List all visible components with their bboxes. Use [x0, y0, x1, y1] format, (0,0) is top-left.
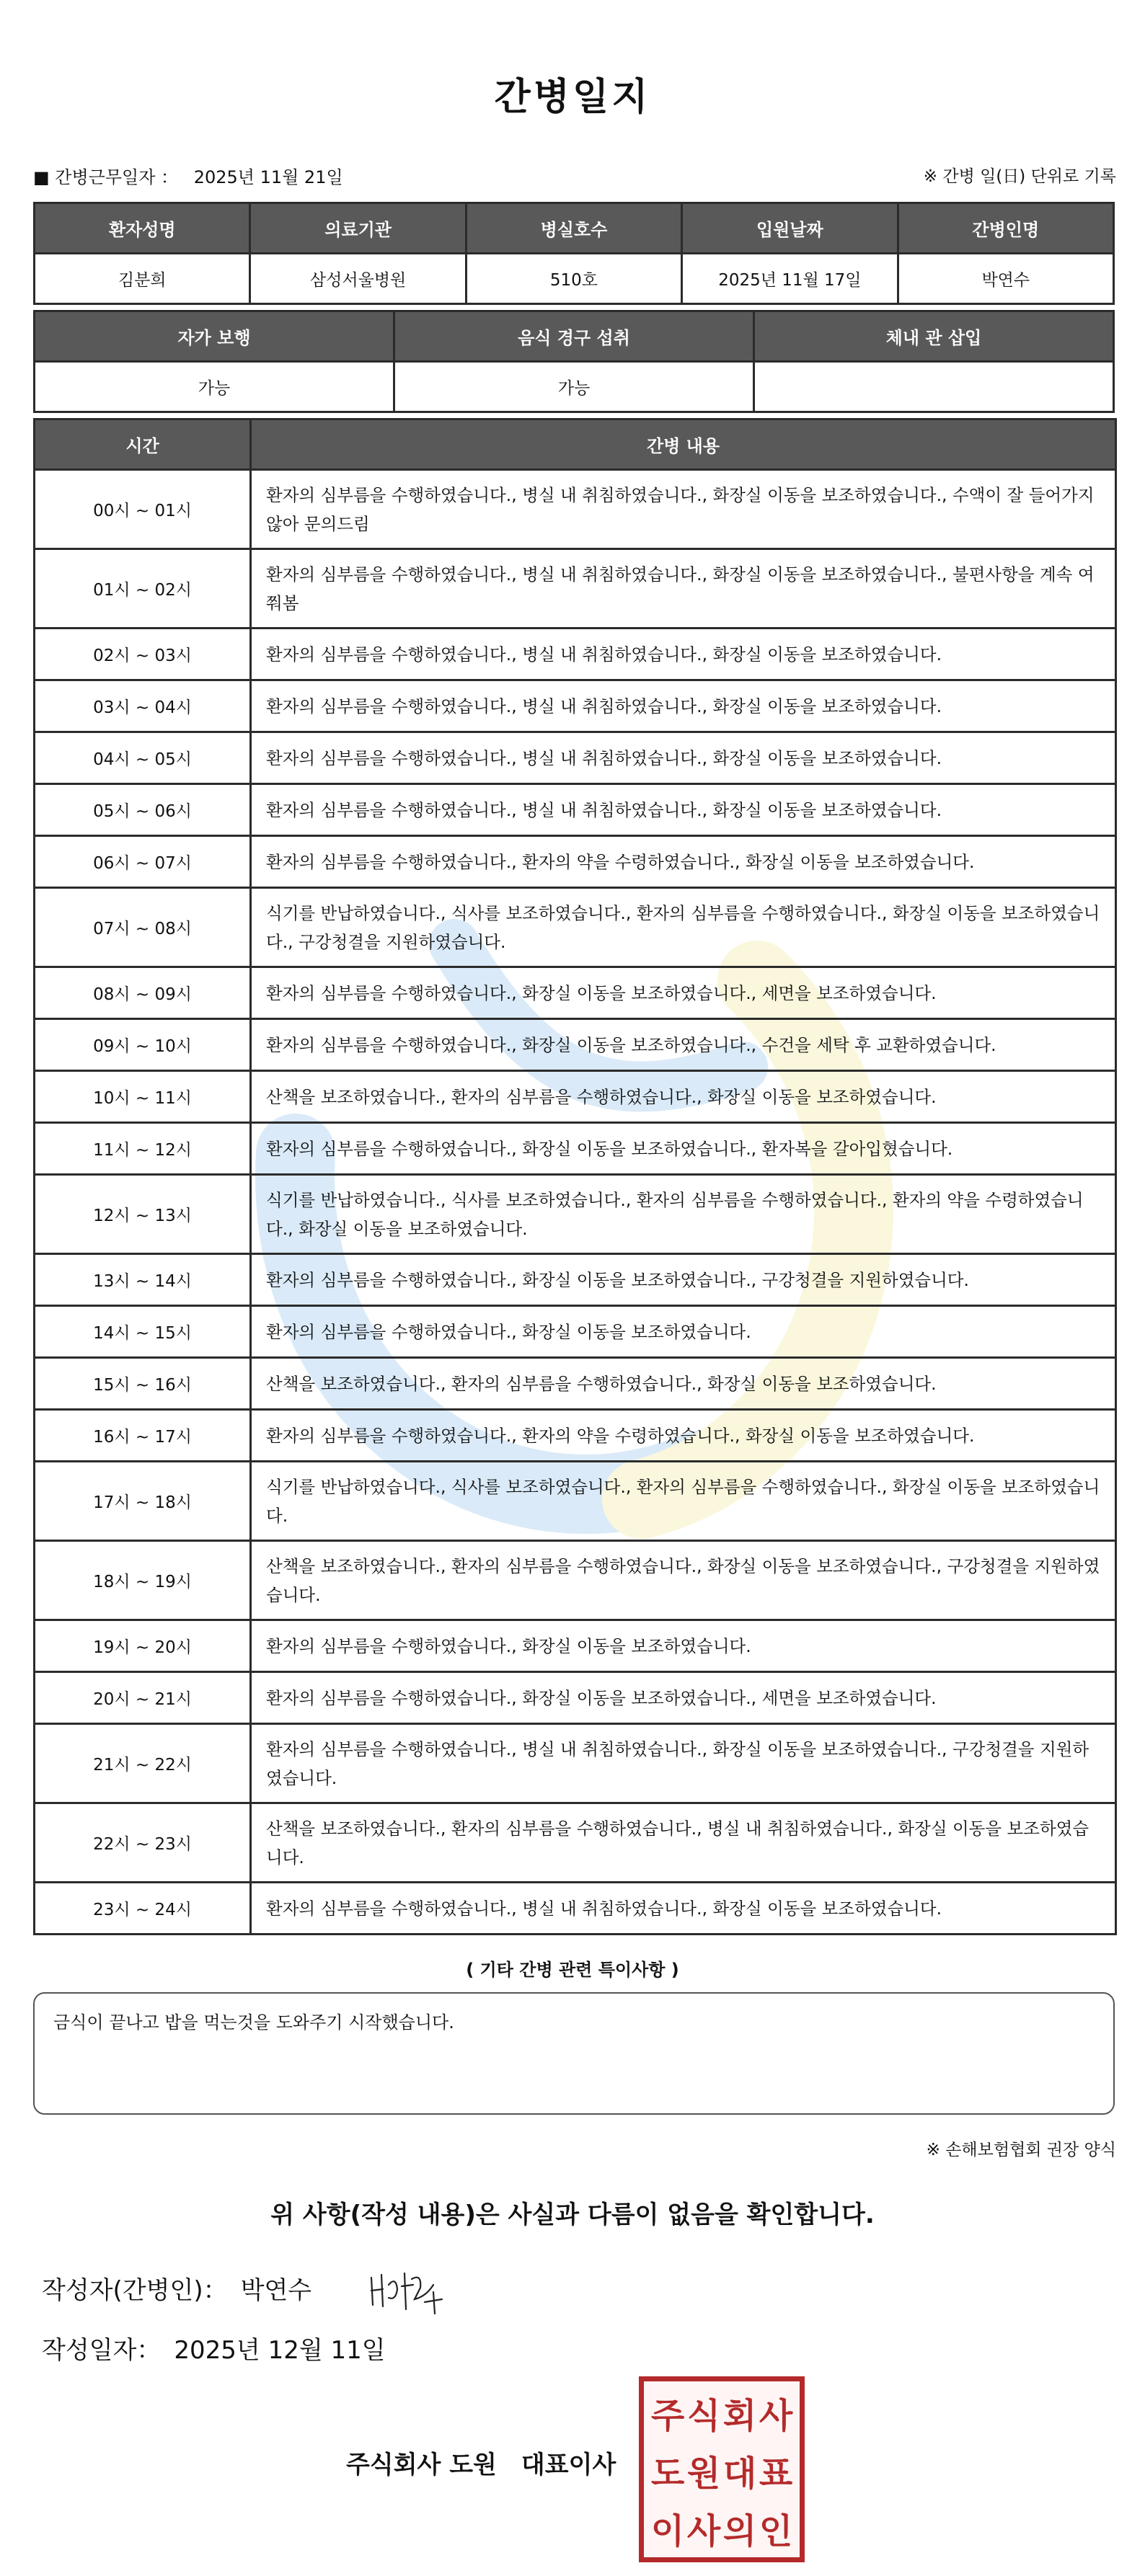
care-log-row [35, 1803, 1116, 1883]
writer-name: 박연수 [240, 2276, 312, 2305]
care-log-body [35, 470, 1116, 1935]
care-log-row [35, 836, 1116, 888]
admission-date: 2025년 11월 17일 [682, 254, 898, 304]
care-log-row [35, 470, 1116, 549]
header-time: 시간 [35, 419, 251, 470]
log-time: 17시 ~ 18시 [35, 1462, 251, 1541]
handwritten-signature [364, 2263, 451, 2321]
work-date-label: ■ 간병근무일자 ： [33, 167, 179, 187]
log-time: 10시 ~ 11시 [35, 1071, 251, 1123]
write-date: 2025년 12월 11일 [174, 2336, 386, 2365]
confirmation-statement: 위 사항(작성 내용)은 사실과 다름이 없음을 확인합니다. [270, 2200, 875, 2229]
header-walking: 자가 보행 [35, 311, 394, 362]
care-log-row [35, 1672, 1116, 1724]
company-name: 주식회사 도원 [346, 2451, 497, 2479]
log-content: 환자의 심부름을 수행하였습니다., 병실 내 취침하였습니다., 화장실 이동을 보조하였습니다. [251, 680, 1116, 732]
care-log-row [35, 1541, 1116, 1620]
caregiver-name: 박연수 [898, 254, 1113, 304]
care-log-row [35, 1123, 1116, 1175]
log-content: 환자의 심부름을 수행하였습니다., 병실 내 취침하였습니다., 화장실 이동을 보조하였습니다. [251, 1883, 1116, 1935]
log-content: 환자의 심부름을 수행하였습니다., 화장실 이동을 보조하였습니다., 세면을 보조하였습니다. [251, 1672, 1116, 1724]
header-admission-date: 입원날짜 [682, 203, 898, 254]
seal-character: 의 [722, 2511, 757, 2551]
log-time: 19시 ~ 20시 [35, 1620, 251, 1672]
log-time: 03시 ~ 04시 [35, 680, 251, 732]
tube-status [754, 362, 1114, 412]
header-hospital: 의료기관 [250, 203, 466, 254]
seal-character: 원 [686, 2453, 721, 2494]
log-content: 산책을 보조하였습니다., 환자의 심부름을 수행하였습니다., 화장실 이동을 보조하였습니다., 구강청결을 지원하였습니다. [251, 1541, 1116, 1620]
log-content: 환자의 심부름을 수행하였습니다., 병실 내 취침하였습니다., 화장실 이동을 보조하였습니다. [251, 629, 1116, 680]
care-log-row [35, 1071, 1116, 1123]
work-date-value: 2025년 11월 21일 [193, 167, 343, 187]
log-time: 20시 ~ 21시 [35, 1672, 251, 1724]
seal-character: 주 [650, 2396, 685, 2436]
status-value-row [35, 362, 1114, 412]
seal-character: 이 [650, 2511, 685, 2551]
writer-label: 작성자(간병인)： [42, 2276, 228, 2305]
patient-status-table [33, 310, 1115, 413]
care-log-table [33, 418, 1117, 1935]
care-log-row [35, 1462, 1116, 1541]
care-log-header-row [35, 419, 1116, 470]
log-content: 환자의 심부름을 수행하였습니다., 화장실 이동을 보조하였습니다., 수건을 세탁 후 교환하였습니다. [251, 1019, 1116, 1071]
log-time: 14시 ~ 15시 [35, 1306, 251, 1358]
care-log-row [35, 967, 1116, 1019]
log-time: 02시 ~ 03시 [35, 629, 251, 680]
care-log-row [35, 1175, 1116, 1254]
patient-info-value-row [35, 254, 1114, 304]
log-content: 식기를 반납하였습니다., 식사를 보조하였습니다., 환자의 심부름을 수행하였습니다., 화장실 이동을 보조하였습니다. [251, 1462, 1116, 1541]
seal-character: 표 [759, 2453, 793, 2494]
log-time: 13시 ~ 14시 [35, 1254, 251, 1306]
log-content: 환자의 심부름을 수행하였습니다., 화장실 이동을 보조하였습니다., 구강청결을 지원하였습니다. [251, 1254, 1116, 1306]
write-date-label: 작성일자： [42, 2336, 162, 2365]
log-time: 00시 ~ 01시 [35, 470, 251, 549]
care-log-row [35, 1410, 1116, 1462]
log-time: 09시 ~ 10시 [35, 1019, 251, 1071]
header-patient-name: 환자성명 [35, 203, 250, 254]
log-content: 환자의 심부름을 수행하였습니다., 병실 내 취침하였습니다., 화장실 이동을 보조하였습니다., 수액이 잘 들어가지 않아 문의드림 [251, 470, 1116, 549]
room-number: 510호 [466, 254, 681, 304]
care-log-row [35, 1724, 1116, 1803]
log-time: 05시 ~ 06시 [35, 784, 251, 836]
log-content: 산책을 보조하였습니다., 환자의 심부름을 수행하였습니다., 화장실 이동을 보조하였습니다. [251, 1071, 1116, 1123]
standard-form-note: ※ 손해보험협회 권장 양식 [926, 2141, 1116, 2159]
unit-note: ※ 간병 일(日) 단위로 기록 [923, 167, 1116, 186]
seal-character: 사 [759, 2396, 793, 2436]
log-content: 산책을 보조하였습니다., 환자의 심부름을 수행하였습니다., 화장실 이동을 보조하였습니다. [251, 1358, 1116, 1410]
log-content: 환자의 심부름을 수행하였습니다., 병실 내 취침하였습니다., 화장실 이동을 보조하였습니다. [251, 784, 1116, 836]
writer-line [42, 2270, 311, 2306]
seal-character: 대 [722, 2453, 757, 2494]
log-time: 08시 ~ 09시 [35, 967, 251, 1019]
patient-info-table [33, 202, 1115, 305]
log-time: 12시 ~ 13시 [35, 1175, 251, 1254]
seal-character: 식 [686, 2396, 721, 2436]
care-log-row [35, 1306, 1116, 1358]
header-tube: 체내 관 삽입 [754, 311, 1114, 362]
seal-characters [650, 2387, 794, 2551]
work-date [33, 163, 343, 188]
log-content: 환자의 심부름을 수행하였습니다., 환자의 약을 수령하였습니다., 화장실 이동을 보조하였습니다. [251, 1410, 1116, 1462]
company-seal-stamp [639, 2376, 805, 2562]
care-log-row [35, 1883, 1116, 1935]
log-content: 환자의 심부름을 수행하였습니다., 병실 내 취침하였습니다., 화장실 이동을 보조하였습니다., 불편사항을 계속 여쭤봄 [251, 549, 1116, 629]
ceo-title: 대표이사 [521, 2451, 616, 2479]
walking-status: 가능 [35, 362, 394, 412]
write-date-line [42, 2330, 386, 2366]
care-log-row [35, 1620, 1116, 1672]
notes-box [33, 1992, 1115, 2115]
log-content: 환자의 심부름을 수행하였습니다., 화장실 이동을 보조하였습니다., 환자복을 갈아입혔습니다. [251, 1123, 1116, 1175]
header-care-content: 간병 내용 [251, 419, 1116, 470]
log-time: 23시 ~ 24시 [35, 1883, 251, 1935]
notes-title: ( 기타 간병 관련 특이사항 ) [466, 1960, 679, 1980]
seal-character: 회 [722, 2396, 757, 2436]
log-time: 15시 ~ 16시 [35, 1358, 251, 1410]
log-time: 01시 ~ 02시 [35, 549, 251, 629]
log-time: 22시 ~ 23시 [35, 1803, 251, 1883]
care-log-row [35, 680, 1116, 732]
log-content: 환자의 심부름을 수행하였습니다., 병실 내 취침하였습니다., 화장실 이동을 보조하였습니다., 구강청결을 지원하였습니다. [251, 1724, 1116, 1803]
log-time: 21시 ~ 22시 [35, 1724, 251, 1803]
log-content: 식기를 반납하였습니다., 식사를 보조하였습니다., 환자의 심부름을 수행하였습니다., 화장실 이동을 보조하였습니다., 구강청결을 지원하였습니다. [251, 888, 1116, 967]
header-room: 병실호수 [466, 203, 681, 254]
notes-text: 금식이 끝나고 밥을 먹는것을 도와주기 시작했습니다. [53, 2012, 454, 2033]
log-content: 환자의 심부름을 수행하였습니다., 환자의 약을 수령하였습니다., 화장실 이동을 보조하였습니다. [251, 836, 1116, 888]
care-log-row [35, 732, 1116, 784]
care-log-row [35, 1254, 1116, 1306]
log-content: 환자의 심부름을 수행하였습니다., 화장실 이동을 보조하였습니다., 세면을 보조하였습니다. [251, 967, 1116, 1019]
log-time: 11시 ~ 12시 [35, 1123, 251, 1175]
care-log-row [35, 1358, 1116, 1410]
patient-name: 김분희 [35, 254, 250, 304]
header-oral-intake: 음식 경구 섭취 [394, 311, 754, 362]
hospital: 삼성서울병원 [250, 254, 466, 304]
log-content: 산책을 보조하였습니다., 환자의 심부름을 수행하였습니다., 병실 내 취침하였습니다., 화장실 이동을 보조하였습니다. [251, 1803, 1116, 1883]
seal-character: 도 [650, 2453, 685, 2494]
log-content: 환자의 심부름을 수행하였습니다., 화장실 이동을 보조하였습니다. [251, 1620, 1116, 1672]
care-log-row [35, 784, 1116, 836]
page-title: 간병일지 [494, 76, 651, 119]
log-time: 04시 ~ 05시 [35, 732, 251, 784]
company-line [346, 2445, 616, 2480]
care-log-row [35, 1019, 1116, 1071]
log-content: 식기를 반납하였습니다., 식사를 보조하였습니다., 환자의 심부름을 수행하였습니다., 환자의 약을 수령하였습니다., 화장실 이동을 보조하였습니다. [251, 1175, 1116, 1254]
seal-character: 사 [686, 2511, 721, 2551]
care-log-row [35, 549, 1116, 629]
care-log-row [35, 629, 1116, 680]
seal-character: 인 [759, 2511, 793, 2551]
log-time: 06시 ~ 07시 [35, 836, 251, 888]
header-caregiver: 간병인명 [898, 203, 1113, 254]
log-time: 18시 ~ 19시 [35, 1541, 251, 1620]
patient-info-header-row [35, 203, 1114, 254]
log-time: 07시 ~ 08시 [35, 888, 251, 967]
care-log-row [35, 888, 1116, 967]
status-header-row [35, 311, 1114, 362]
log-content: 환자의 심부름을 수행하였습니다., 병실 내 취침하였습니다., 화장실 이동을 보조하였습니다. [251, 732, 1116, 784]
log-time: 16시 ~ 17시 [35, 1410, 251, 1462]
log-content: 환자의 심부름을 수행하였습니다., 화장실 이동을 보조하였습니다. [251, 1306, 1116, 1358]
oral-intake-status: 가능 [394, 362, 754, 412]
